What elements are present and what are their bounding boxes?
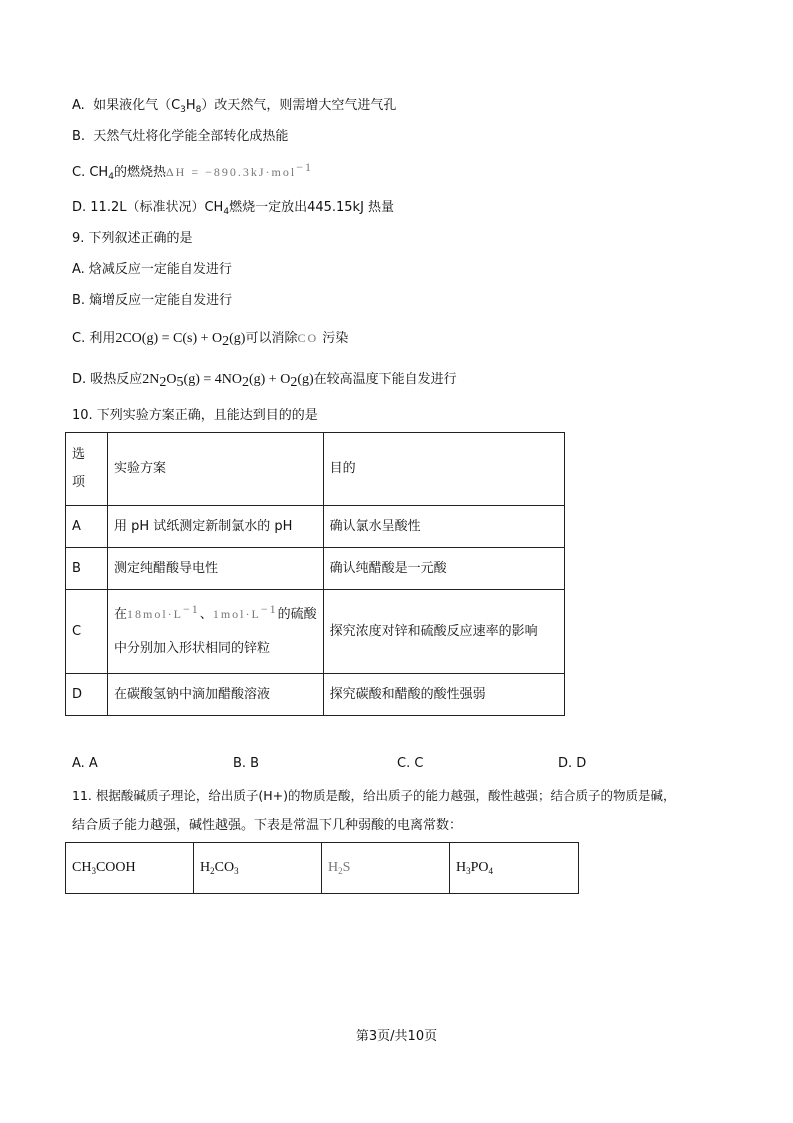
table-row (66, 843, 579, 894)
q10-choice-a: A. A (72, 756, 98, 771)
q9-option-c: C. 利用$2CO(g) = C(s) + O_2(g)$可以消除CO 污染 (72, 331, 349, 349)
q10-choice-b: B. B (233, 756, 260, 771)
q9-option-b: B. 熵增反应一定能自发进行 (72, 293, 233, 308)
table-header-row (66, 433, 565, 506)
q10-table (65, 432, 565, 716)
table-row: A 用 pH 试纸测定新制氯水的 pH 确认氯水呈酸性 (66, 506, 565, 548)
header-goal: 目的 (323, 433, 564, 506)
acid-cell: $CH_3COOH$ (66, 843, 194, 894)
acid-cell: $H_2CO_3$ (194, 843, 322, 894)
enthalpy-formula: ΔH = −890.3kJ·mol (165, 165, 297, 179)
q11-acid-table (65, 842, 579, 894)
q9-option-d: D. 吸热反应$2N_2O_5(g) = 4NO_2(g) + O_2(g)$在较高温度下能自发进行 (72, 372, 457, 390)
page-footer: 第3页/共10页 (355, 1029, 438, 1044)
acid-cell: $H_2S$ (322, 843, 450, 894)
q9-stem: 9. 下列叙述正确的是 (72, 231, 193, 246)
table-row: D 在碳酸氢钠中滴加醋酸溶液 探究碳酸和醋酸的酸性强弱 (66, 674, 565, 716)
header-plan: 实验方案 (108, 433, 324, 506)
table-row: C 在$18mol\cdot L^{-1}$、$1mol\cdot L^{-1}$的硫酸 中分别加入形状相同的锌粒 探究浓度对锌和硫酸反应速率的影响 (66, 590, 565, 674)
q11-stem-line1: 11. 根据酸碱质子理论，给出质子(H+)的物质是酸，给出质子的能力越强，酸性越强；结合质子的物质是碱， (72, 788, 676, 803)
q10-choice-c: C. C (397, 756, 424, 771)
acid-cell: $H_3PO_4$ (450, 843, 579, 894)
q8-option-d: D. 11.2L（标准状况）$CH_4$燃烧一定放出445.15kJ 热量 (72, 200, 395, 217)
q9-option-a: A. 焓减反应一定能自发进行 (72, 262, 232, 277)
q8-option-b: B. 天然气灶将化学能全部转化成热能 (72, 129, 289, 144)
q10-stem: 10. 下列实验方案正确，且能达到目的的是 (72, 408, 318, 423)
header-option: 选 项 (66, 433, 108, 506)
q11-stem-line2: 结合质子能力越强，碱性越强。下表是常温下几种弱酸的电离常数： (72, 818, 463, 833)
q8-option-c: C. $CH_4$的燃烧热ΔH = −890.3kJ·mol$^{-1}$ (72, 160, 313, 182)
table-row: B 测定纯醋酸导电性 确认纯醋酸是一元酸 (66, 548, 565, 590)
q10-choice-d: D. D (558, 756, 587, 771)
q8-option-a: A. 如果液化气$(C_3H_8)$改天然气，则需增大空气进气孔 (72, 98, 397, 115)
